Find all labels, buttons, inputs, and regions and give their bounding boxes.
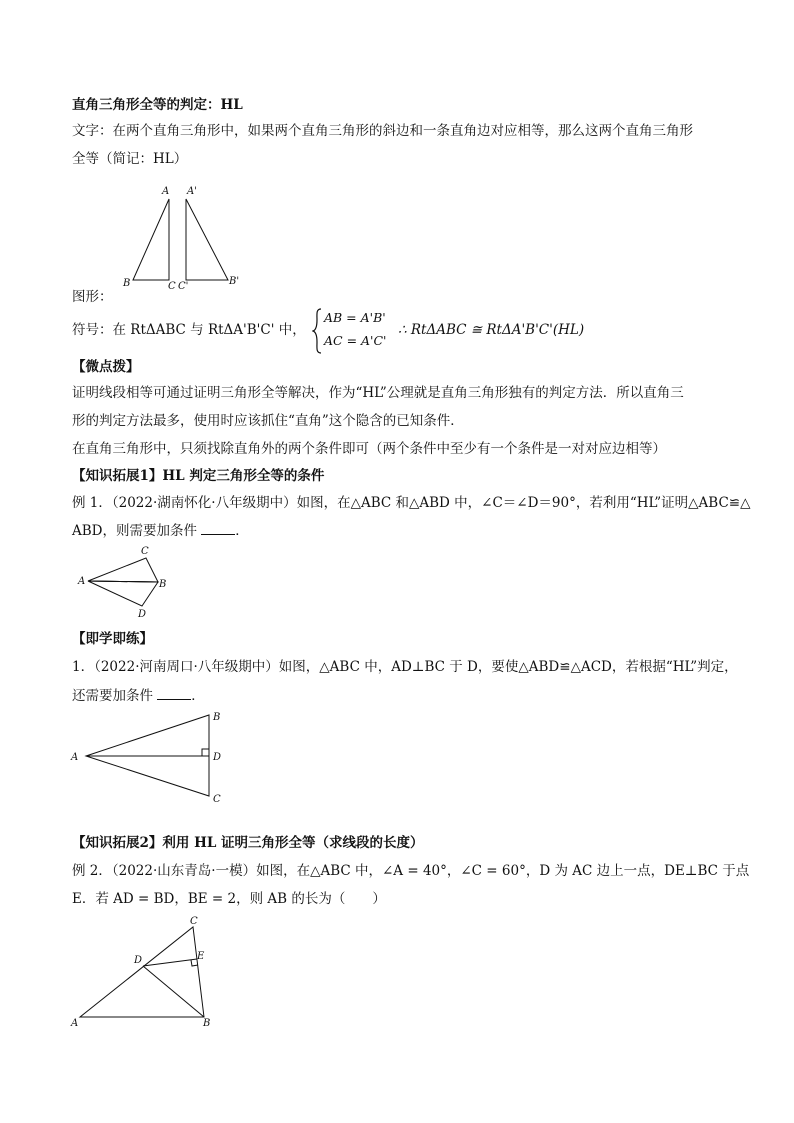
segment-bd — [143, 966, 204, 1017]
triangle-abc — [133, 199, 169, 280]
practice-line2 — [72, 687, 205, 705]
example2-figure — [66, 914, 226, 1030]
symbol-prefix: 符号：在 RtΔABC 与 RtΔA'B'C' 中， — [72, 322, 306, 338]
example1-line2 — [72, 522, 249, 540]
label-c-prime: C' — [178, 281, 189, 292]
ex1-label-a: A — [78, 576, 86, 587]
practice-label-d: D — [213, 752, 222, 763]
tip-line3: 在直角三角形中，只须找除直角外的两个条件即可（两个条件中至少有一个条件是一对对应边相等） — [72, 441, 666, 457]
definition-text-line1: 文字：在两个直角三角形中，如果两个直角三角形的斜边和一条直角边对应相等，那么这两个直角三角形 — [72, 123, 693, 139]
equation-system — [312, 308, 412, 354]
tip-line1: 证明线段相等可通过证明三角形全等解决，作为“HL”公理就是直角三角形独有的判定方法．所以直角三 — [72, 385, 684, 401]
ext1-title: 【知识拓展1】HL 判定三角形全等的条件 — [72, 468, 325, 484]
section-heading: 直角三角形全等的判定：HL — [72, 97, 243, 113]
label-a: A — [162, 186, 170, 197]
example1-period: ． — [235, 523, 249, 539]
ex2-label-c: C — [190, 916, 198, 927]
practice-label-c: C — [213, 794, 221, 805]
practice-line1: 1．（2022·河南周口·八年级期中）如图，△ABC 中，AD⊥BC 于 D，要使△ABD≌△ACD，若根据“HL”判定， — [72, 659, 738, 675]
hl-triangles-figure — [118, 182, 248, 292]
ext2-title: 【知识拓展2】利用 HL 证明三角形全等（求线段的长度） — [72, 835, 424, 851]
equation-ac: AC = A'C' — [324, 333, 387, 348]
practice-figure — [68, 708, 238, 808]
practice-label-a: A — [71, 752, 79, 763]
ex2-label-b: B — [203, 1018, 211, 1029]
ex2-label-e: E — [197, 951, 205, 962]
tip-line2: 形的判定方法最多，使用时应该抓住“直角”这个隐含的已知条件． — [72, 413, 464, 429]
ex1-label-c: C — [141, 546, 149, 557]
example2-line2: E．若 AD = BD，BE = 2，则 AB 的长为（ ） — [72, 891, 386, 907]
label-c: C — [168, 281, 176, 292]
practice-title: 【即学即练】 — [72, 631, 153, 647]
practice-text: 还需要加条件 — [72, 688, 153, 704]
ex2-label-d: D — [134, 955, 143, 966]
triangle-abc-ex1 — [88, 558, 158, 582]
ex1-label-d: D — [138, 609, 147, 620]
symbol-conclusion: ∴ RtΔABC ≅ RtΔA'B'C'(HL) — [398, 322, 585, 338]
triangle-a-prime — [186, 199, 228, 280]
example1-answer-blank[interactable] — [201, 522, 235, 535]
example1-figure — [76, 544, 176, 620]
label-a-prime: A' — [187, 186, 197, 197]
triangle-abd-ex1 — [88, 581, 158, 606]
label-b-prime: B' — [229, 276, 240, 287]
right-angle-mark — [202, 749, 209, 756]
example1-line1: 例 1．（2022·湖南怀化·八年级期中）如图，在△ABC 和△ABD 中，∠C＝∠D＝90°，若利用“HL”证明△ABC≌△ — [72, 495, 751, 511]
ex2-label-a: A — [71, 1018, 79, 1029]
segment-ab — [88, 581, 158, 582]
practice-label-b: B — [213, 712, 221, 723]
ex1-label-b: B — [159, 579, 167, 590]
equation-ab: AB = A'B' — [324, 310, 386, 325]
triangle-abc-ex2 — [80, 927, 204, 1017]
tip-title: 【微点拨】 — [72, 359, 140, 375]
example2-line1: 例 2．（2022·山东青岛·一模）如图，在△ABC 中，∠A = 40°，∠C = 60°，D 为 AC 边上一点，DE⊥BC 于点 — [72, 863, 750, 879]
example1-text: ABD，则需要加条件 — [72, 523, 197, 539]
practice-answer-blank[interactable] — [157, 687, 191, 700]
practice-period: ． — [191, 688, 205, 704]
figure-label: 图形： — [72, 289, 113, 305]
label-b: B — [123, 278, 131, 289]
definition-text-line2: 全等（简记：HL） — [72, 151, 188, 167]
left-brace — [312, 308, 322, 354]
